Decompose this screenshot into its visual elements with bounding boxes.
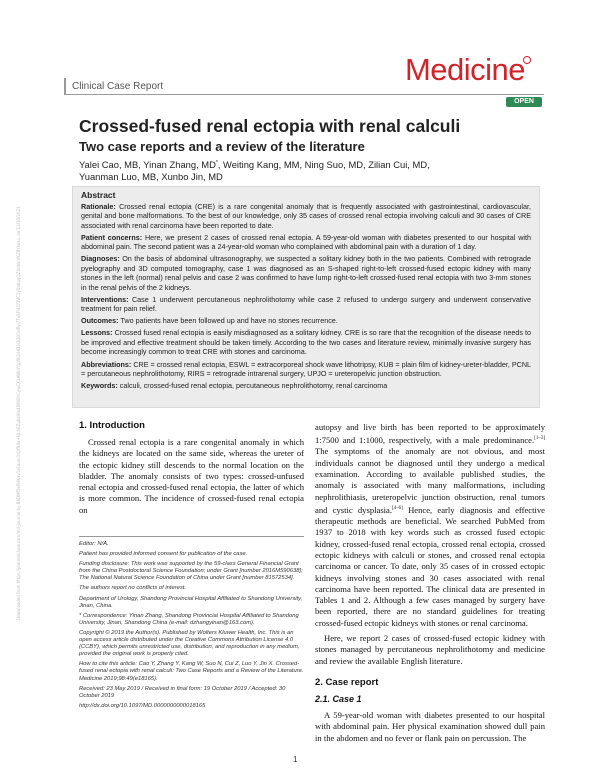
note-correspondence: * Correspondence: Yinan Zhang, Shandong Provincial Hospital Affiliated to Shandong University, Jinan, Shandong China (e-mail: dzhangyinan@163.com). (79, 612, 299, 626)
article-notes (79, 536, 304, 713)
note-doi-link[interactable]: http://dx.doi.org/10.1097/MD.0000000000018165 (79, 702, 206, 709)
abstract-label: Outcomes: (81, 316, 119, 326)
page-number: 1 (293, 755, 298, 764)
intro-continued-paragraph (315, 422, 545, 629)
intro-cont-text: Hence, early diagnosis and effective therapeutic methods are beneficial. We searched PubMed from 1937 to 2018 with key words such as crossed fused ectopic kidney, crossed-fused renal ectopia, crossed renal ectopia, crossed ectopic kidneys with calculi or stones, and crossed renal ectopia carcinoma or cancer. To date, only 35 cases of in crossed ectopic kidneys involving stones and 30 cases associated with renal carcinoma have been reported. The clinical data are presented in Tables 1 and 2. Although a few cases managed by surgery have been reported, there are no standard guidelines for treating crossed-fused ectopic kidneys with stones or renal carcinoma. (315, 504, 545, 628)
note-copyright: Copyright © 2019 the Author(s). Published by Wolters Kluwer Health, Inc. This is an open access article distributed under the Creative Commons Attribution License 4.0 (CCBY), which permits unrestricted use, distribution, and reproduction in any medium, provided the original work is properly cited. (79, 629, 300, 658)
abstract-label: Interventions: (81, 294, 129, 304)
corresponding-star: * (215, 160, 218, 166)
abstract-keywords (81, 381, 531, 391)
section-label: Clinical Case Report (72, 81, 164, 92)
abstract-label: Rationale: (81, 201, 116, 211)
abstract-text: On the basis of abdominal ultrasonography, we suspected a solitary kidney both in the two patients. Combined with retrograde pyelography and 3D computed tomography, case 1 was diagnosed as an S-shaped right-to-left crossed-fused ectopic kidney with many stones in the left (normal) renal pelvis and case 2 was confirmed to have lump right-to-left crossed-fused renal ectopia with two 3-mm stones in the renal pelvis of the 2 kidneys. (81, 254, 531, 292)
section-label-bar (64, 78, 66, 94)
article-subtitle: Two case reports and a review of the literature (79, 139, 365, 154)
journal-logo (395, 52, 525, 88)
intro-final-paragraph: Here, we report 2 cases of crossed-fused ectopic kidney with stones managed by percutaneous nephrolithotomy and medicine and review the available English literature. (315, 633, 545, 666)
open-access-badge: OPEN (506, 97, 542, 107)
abstract-abbreviations (81, 360, 531, 379)
note-affiliation: Department of Urology, Shandong Provincial Hospital Affiliated to Shandong University, Jinan, China. (79, 595, 303, 609)
abstract-text: Here, we present 2 cases of crossed renal ectopia. A 59-year-old woman with diabetes presented to our hospital with abdominal pain. The second patient was a 24-year-old woman who complained with abdominal pain with a duration of 1 day. (81, 232, 531, 252)
registered-mark-icon (523, 56, 531, 64)
intro-paragraph: Crossed renal ectopia is a rare congenital anomaly in which the kidneys are located on the same side, whereas the ureter of the ectopic kidney still descends to the normal location on the bladder. The anomaly consists of two types: crossed-unfused renal ectopia and crossed-fused renal ectopia, the latter of which is more common. The incidence of crossed-fused renal ectopia on (79, 437, 304, 515)
note-consent: Patient has provided informed consent for publication of the case. (79, 551, 248, 558)
case-report-heading: 2. Case report (315, 676, 379, 688)
header-rule (64, 94, 544, 95)
abstract-patient-concerns (81, 233, 531, 252)
abstract-text: Crossed fused renal ectopia is easily misdiagnosed as a solitary kidney. CRE is so rare that the recognition of the disease needs to be improved and effective treatment should be taken timely. According to the two cases and literature review, minimally invasive surgery has become increasingly common to treat CRE with stones and carcinoma. (81, 328, 531, 357)
article-title: Crossed-fused renal ectopia with renal calculi (79, 116, 461, 136)
abstract-label: Diagnoses: (81, 254, 120, 264)
left-column (79, 420, 304, 516)
abstract-text: Two patients have been followed up and have no stones recurrence. (120, 316, 338, 326)
abstract-heading: Abstract (81, 190, 116, 200)
author-list (79, 157, 549, 183)
note-editor: Editor: N/A. (79, 541, 109, 547)
abstract-text: CRE = crossed renal ectopia, ESWL = extracorporeal shock wave lithotripsy, KUB = plain film of kidney-ureter-bladder, PCNL = percutaneous nephrolithotomy, RIRS = retrograde intrarenal surgery, UPJO = ureteropelvic junction obstruction. (81, 359, 532, 379)
abstract-label: Patient concerns: (81, 232, 143, 242)
abstract-text: calculi, crossed-fused renal ectopia, percutaneous nephrolithotomy, renal carcinoma (119, 381, 388, 391)
abstract-interventions (81, 295, 531, 314)
citation-ref[interactable]: [4–6] (392, 505, 403, 511)
abstract-label: Abbreviations: (81, 359, 132, 369)
abstract-label: Keywords: (81, 381, 118, 391)
journal-name: Medicine (404, 52, 525, 87)
case-1-paragraph: A 59-year-old woman with diabetes presented to our hospital with abdominal pain. Her physical examination showed dull pain in the abdomen and no fever or flank pain on percussion. The (315, 709, 545, 743)
note-funding: Funding disclosure: This work was supported by the 59-class General Financial Grant from the China Postdoctoral Science Foundation; under Grant [number 2016M590638]; The National Natural Science Foundation of China under Grant [number 81572534]. (79, 561, 303, 582)
abstract-text: Case 1 underwent percutaneous nephrolithotomy while case 2 refused to undergo surgery and underwent conservative treatment for pain relief. (81, 294, 531, 314)
note-citation: How to cite this article: Cao Y, Zhang Y, Kang W, Suo N, Cui Z, Luo Y, Jin X. Crossed-fused renal ectopia with renal calculi: Two Case Reports and a Review of the Literature. Medicine 2019;98:49(e18165). (79, 661, 304, 682)
intro-cont-text: autopsy and live birth has been reported to be approximately 1:7500 and 1:1000, respectively, with a male predominance. (315, 422, 545, 446)
case-1-heading: 2.1. Case 1 (315, 693, 362, 704)
abstract-diagnoses (81, 254, 531, 292)
abstract-box (72, 186, 540, 408)
abstract-lessons (81, 328, 531, 357)
abstract-text: Crossed renal ectopia (CRE) is a rare congenital anomaly that is frequently associated with gastrointestinal, cardiovascular, genital and bone malformations. To the best of our knowledge, only 35 cases of crossed renal ectopia involving calculi and 30 cases of CRE associated with renal carcinoma have been reported to date. (81, 201, 531, 230)
abstract-rationale (81, 202, 531, 231)
note-conflicts: The authors report no conflicts of interest. (79, 585, 186, 592)
authors-part-1b: , Weiting Kang, MM, Ning Suo, MD, Zilian Cui, MD, (217, 159, 430, 171)
intro-cont-text: The symptoms of the anomaly are not obvious, and most individuals cannot be diagnosed until they undergo a medical examination. According to available published studies, the anomaly is associated with many malformations, including nephrolithiasis, ureteropelvic junction obstruction, renal tumors and cystic dysplasia. (315, 446, 545, 515)
note-dates: Received: 23 May 2019 / Received in final form: 19 October 2019 / Accepted: 30 October 2019 (79, 685, 286, 699)
abstract-outcomes (81, 316, 531, 326)
authors-part-2: Yuanman Luo, MB, Xunbo Jin, MD (79, 171, 223, 183)
intro-heading: 1. Introduction (79, 420, 145, 431)
citation-ref[interactable]: [1–3] (534, 436, 545, 442)
abstract-label: Lessons: (81, 328, 113, 338)
authors-part-1: Yalei Cao, MB, Yinan Zhang, MD (79, 159, 216, 171)
right-column (315, 422, 545, 744)
download-watermark-strip: Downloaded from https://journals.lww.com/md-journal by BhDMf5ePHKav1zEoum1tQfN4a+kJLhEZgbsIHo4XMi0hCywCX1AWnYQp/IlQrHD3i3D0OdRyi7TvSFl4Cf3VC1y0abggQZXdtwnfKZBYtws= on 12/10/2023 (16, 206, 21, 620)
